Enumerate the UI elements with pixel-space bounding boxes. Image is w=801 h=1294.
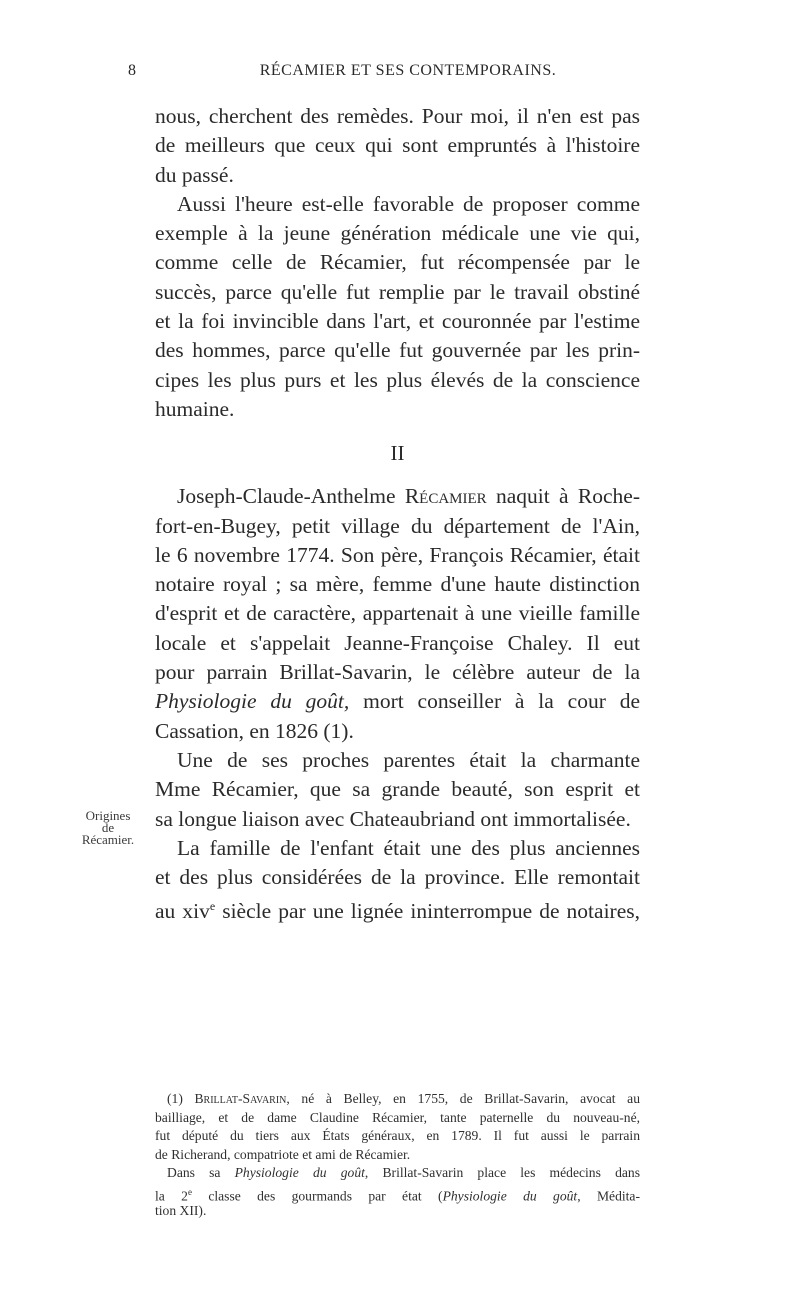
text-line: cipes les plus purs et les plus élevés de la conscience — [155, 367, 640, 392]
text-run: , né à Belley, en 1755, de Brillat-Savarin, avocat au — [286, 1091, 640, 1106]
text-line: La famille de l'enfant était une des plus anciennes — [177, 835, 640, 860]
small-caps-name: Brillat-Savarin — [194, 1091, 287, 1106]
italic-title: Physiologie du goût, — [155, 689, 350, 714]
text-run: Dans sa — [167, 1165, 235, 1181]
text-line: fort-en-Bugey, petit village du département de l'Ain, — [155, 513, 640, 538]
footnote-line: bailliage, et de dame Claudine Récamier, tante paternelle du nouveau-né, — [155, 1109, 640, 1125]
text-line: et des plus considérées de la province. Elle remontait — [155, 865, 640, 890]
text-line: de meilleurs que ceux qui sont empruntés à l'histoire — [155, 133, 640, 158]
text-line: Aussi l'heure est-elle favorable de proposer comme — [177, 191, 640, 216]
text-run: au xiv — [155, 899, 210, 924]
margin-note-line: de — [101, 820, 115, 835]
text-run: naquit à Roche- — [486, 484, 640, 509]
running-title: RÉCAMIER ET SES CONTEMPORAINS. — [259, 62, 557, 79]
text-run: la 2 — [155, 1188, 188, 1204]
text-line: du passé. — [155, 162, 234, 187]
text-run: , Brillat-Savarin place les médecins dans — [364, 1165, 640, 1181]
page-number: 8 — [128, 62, 137, 79]
footnote-line — [155, 1183, 640, 1202]
text-line — [155, 687, 640, 716]
section-numeral: II — [390, 441, 405, 466]
margin-note — [66, 810, 150, 846]
text-line: Une de ses proches parentes était la charmante — [177, 747, 640, 772]
text-line: humaine. — [155, 396, 235, 421]
text-line: Cassation, en 1826 (1). — [155, 718, 354, 743]
text-run: siècle par une lignée ininterrompue de notaires, — [215, 899, 640, 924]
superscript: e — [209, 899, 216, 914]
text-line: succès, parce qu'elle fut remplie par le travail obstiné — [155, 279, 640, 304]
text-run: (1) — [167, 1091, 195, 1106]
text-line: locale et s'appelait Jeanne-Françoise Chaley. Il eut — [155, 630, 640, 655]
footnote-line — [155, 1090, 640, 1109]
text-line: des hommes, parce qu'elle fut gouvernée par les prin- — [155, 338, 640, 363]
footnote-line — [155, 1164, 640, 1183]
text-line: exemple à la jeune génération médicale une vie qui, — [155, 221, 640, 246]
text-line: comme celle de Récamier, fut récompensée par le — [155, 250, 640, 275]
text-line — [155, 482, 640, 511]
text-line: d'esprit et de caractère, appartenait à une vieille famille — [155, 601, 640, 626]
text-line: et la foi invincible dans l'art, et couronnée par l'estime — [155, 309, 640, 334]
footnote-line: fut député du tiers aux États généraux, en 1789. Il fut aussi le parrain — [155, 1128, 640, 1144]
text-line — [155, 892, 640, 924]
small-caps-name: Récamier — [404, 484, 487, 509]
text-line: notaire royal ; sa mère, femme d'une haute distinction — [155, 572, 640, 597]
text-line: nous, cherchent des remèdes. Pour moi, il n'en est pas — [155, 104, 640, 128]
text-line: sa longue liaison avec Chateaubriand ont immortalisée. — [155, 806, 631, 831]
italic-title: Physiologie du goût — [234, 1165, 365, 1181]
margin-note-line: Récamier. — [81, 832, 135, 847]
text-line: le 6 novembre 1774. Son père, François Récamier, était — [155, 542, 640, 567]
text-run: mort conseiller à la cour de — [349, 689, 640, 714]
text-run: classe des gourmands par état ( — [191, 1188, 443, 1204]
footnote-line: de Richerand, compatriote et ami de Récamier. — [155, 1146, 411, 1162]
superscript: e — [187, 1186, 192, 1197]
text-line: pour parrain Brillat-Savarin, le célèbre auteur de la — [155, 660, 640, 685]
italic-title: Physiologie du goût — [442, 1188, 578, 1204]
footnote-line: tion XII). — [155, 1202, 207, 1218]
text-line: Mme Récamier, que sa grande beauté, son esprit et — [155, 777, 640, 802]
body-text — [155, 102, 640, 922]
text-run: Joseph-Claude-Anthelme — [177, 484, 405, 509]
margin-note-line: Origines — [85, 808, 131, 823]
footnotes — [155, 1090, 640, 1220]
text-run: , Médita- — [577, 1188, 640, 1204]
